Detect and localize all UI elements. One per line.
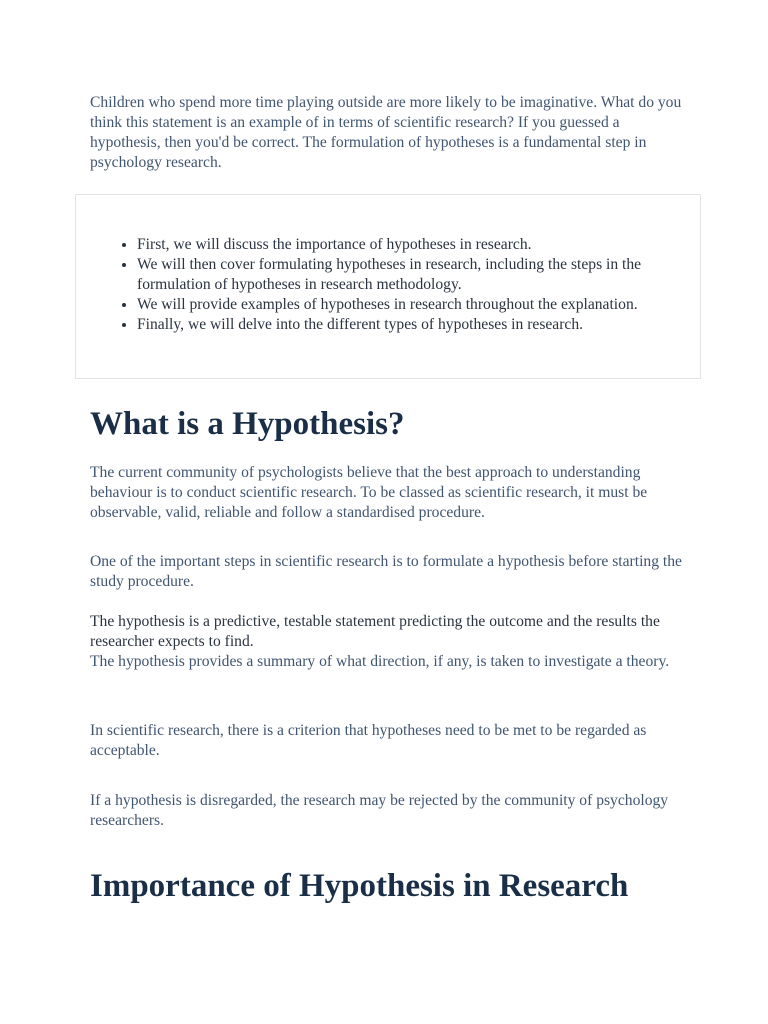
section-heading-what-is-hypothesis: What is a Hypothesis? [90,406,405,442]
section1-paragraph-2: One of the important steps in scientific research is to formulate a hypothesis before starting the study procedure. [90,553,682,590]
section1-paragraph-1: The current community of psychologists believe that the best approach to understanding behaviour is to conduct scientific research. To be classed as scientific research, it must be observable, valid, reliable and follow a standardised procedure. [90,464,648,521]
summary-list-item: • We will then cover formulating hypotheses in research, including the steps in the formulation of hypotheses in research methodology. [137,255,697,295]
summary-list [113,235,697,335]
section1-paragraph-4: The hypothesis provides a summary of what direction, if any, is taken to investigate a theory. [90,653,670,670]
summary-box [75,194,701,379]
section1-paragraph-3: The hypothesis is a predictive, testable statement predicting the outcome and the results the researcher expects to find. [90,613,660,650]
section1-paragraph-5: In scientific research, there is a criterion that hypotheses need to be met to be regarded as acceptable. [90,722,647,759]
summary-list-item: • Finally, we will delve into the different types of hypotheses in research. [137,315,697,335]
summary-list-item: • First, we will discuss the importance of hypotheses in research. [137,235,697,255]
section1-paragraph-6: If a hypothesis is disregarded, the research may be rejected by the community of psychology researchers. [90,792,669,829]
intro-paragraph: Children who spend more time playing outside are more likely to be imaginative. What do you think this statement is an example of in terms of scientific research? If you guessed a hypothesis, then you'd be correct. The formulation of hypotheses is a fundamental step in psychology research. [90,94,682,171]
section-heading-importance: Importance of Hypothesis in Research [90,868,629,904]
summary-list-item: • We will provide examples of hypotheses in research throughout the explanation. [137,295,697,315]
